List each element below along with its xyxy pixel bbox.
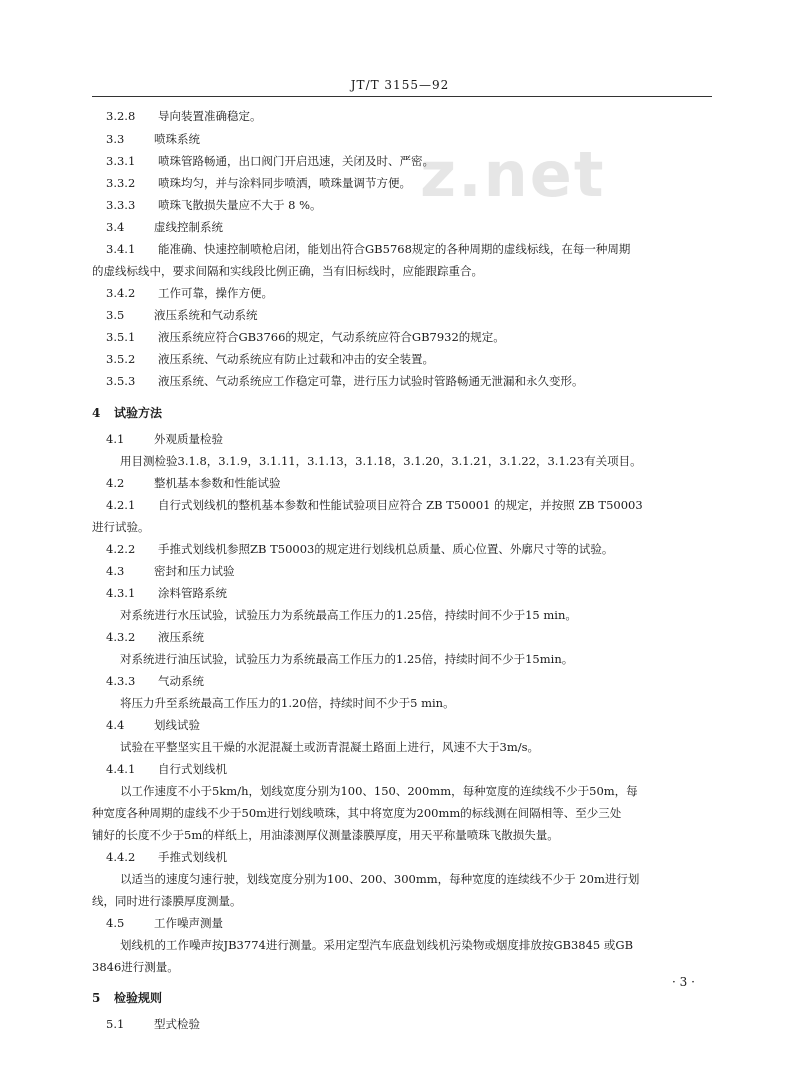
- clause-3-3-3: 3.3.3 喷珠飞散损失量应不大于 8 %。: [106, 198, 322, 212]
- clause-4-3-3-body: 将压力升至系统最高工作压力的1.20倍，持续时间不少于5 min。: [120, 696, 455, 710]
- clause-4-4-2-body-2: 线，同时进行漆膜厚度测量。: [92, 894, 242, 908]
- clause-3-5-2: 3.5.2 液压系统、气动系统应有防止过载和冲击的安全装置。: [106, 352, 434, 366]
- clause-4-1: 4.1 外观质量检验: [106, 432, 223, 446]
- clause-3-3-1: 3.3.1 喷珠管路畅通，出口阀门开启迅速，关闭及时、严密。: [106, 154, 434, 168]
- clause-4-3-1-body: 对系统进行水压试验，试验压力为系统最高工作压力的1.25倍，持续时间不少于15 min。: [120, 608, 577, 622]
- section-4-heading: 4 试验方法: [92, 406, 163, 420]
- clause-3-4-1-cont: 的虚线标线中，要求间隔和实线段比例正确，当有旧标线时，应能跟踪重合。: [92, 264, 483, 278]
- clause-4-4-1-body-3: 铺好的长度不少于5m的样纸上，用油漆测厚仪测量漆膜厚度，用天平称量喷珠飞散损失量。: [92, 828, 559, 842]
- clause-4-5: 4.5 工作噪声测量: [106, 916, 223, 930]
- clause-4-5-body-2: 3846进行测量。: [92, 960, 179, 974]
- clause-3-5-3: 3.5.3 液压系统、气动系统应工作稳定可靠，进行压力试验时管路畅通无泄漏和永久变形。: [106, 374, 584, 388]
- clause-4-4: 4.4 划线试验: [106, 718, 200, 732]
- clause-3-5: 3.5 液压系统和气动系统: [106, 308, 258, 322]
- clause-4-3-1: 4.3.1 涂料管路系统: [106, 586, 227, 600]
- clause-4-4-2-body-1: 以适当的速度匀速行驶，划线宽度分别为100、200、300mm，每种宽度的连续线不少于 20m进行划: [120, 872, 640, 886]
- header-rule: [92, 96, 712, 97]
- clause-4-3-3: 4.3.3 气动系统: [106, 674, 204, 688]
- clause-4-1-body: 用目测检验3.1.8，3.1.9，3.1.11，3.1.13，3.1.18，3.1.20，3.1.21，3.1.22，3.1.23有关项目。: [120, 454, 642, 468]
- watermark: z.net: [420, 138, 606, 211]
- clause-3-4-1: 3.4.1 能准确、快速控制喷枪启闭，能划出符合GB5768规定的各种周期的虚线标线，在每一种周期: [106, 242, 631, 256]
- clause-4-3-2: 4.3.2 液压系统: [106, 630, 204, 644]
- clause-3-4: 3.4 虚线控制系统: [106, 220, 223, 234]
- clause-3-3-2: 3.3.2 喷珠均匀，并与涂料同步喷洒，喷珠量调节方便。: [106, 176, 411, 190]
- clause-5-1: 5.1 型式检验: [106, 1017, 200, 1031]
- clause-4-4-1: 4.4.1 自行式划线机: [106, 762, 227, 776]
- page-number: · 3 ·: [672, 975, 695, 989]
- clause-4-2-1-cont: 进行试验。: [92, 520, 150, 534]
- clause-3-5-1: 3.5.1 液压系统应符合GB3766的规定，气动系统应符合GB7932的规定。: [106, 330, 505, 344]
- clause-3-2-8: 3.2.8 导向装置准确稳定。: [106, 109, 262, 123]
- clause-4-4-2: 4.4.2 手推式划线机: [106, 850, 227, 864]
- clause-4-4-1-body-2: 种宽度各种周期的虚线不少于50m进行划线喷珠，其中将宽度为200mm的标线测在间隔相等、至少三处: [92, 806, 622, 820]
- clause-4-4-body: 试验在平整坚实且干燥的水泥混凝土或沥青混凝土路面上进行，风速不大于3m/s。: [120, 740, 539, 754]
- clause-4-2-1: 4.2.1 自行式划线机的整机基本参数和性能试验项目应符合 ZB T50001 的规定，并按照 ZB T50003: [106, 498, 643, 512]
- clause-4-4-1-body-1: 以工作速度不小于5km/h，划线宽度分别为100、150、200mm，每种宽度的连续线不少于50m，每: [120, 784, 638, 798]
- clause-4-2: 4.2 整机基本参数和性能试验: [106, 476, 281, 490]
- clause-4-3: 4.3 密封和压力试验: [106, 564, 235, 578]
- clause-4-2-2: 4.2.2 手推式划线机参照ZB T50003的规定进行划线机总质量、质心位置、外廓尺寸等的试验。: [106, 542, 614, 556]
- page-header: JT/T 3155—92: [350, 78, 450, 92]
- clause-3-4-2: 3.4.2 工作可靠，操作方便。: [106, 286, 273, 300]
- clause-3-3: 3.3 喷珠系统: [106, 132, 200, 146]
- section-5-heading: 5 检验规则: [92, 991, 163, 1005]
- clause-4-3-2-body: 对系统进行油压试验，试验压力为系统最高工作压力的1.25倍，持续时间不少于15min。: [120, 652, 574, 666]
- clause-4-5-body-1: 划线机的工作噪声按JB3774进行测量。采用定型汽车底盘划线机污染物或烟度排放按GB3845 或GB: [120, 938, 634, 952]
